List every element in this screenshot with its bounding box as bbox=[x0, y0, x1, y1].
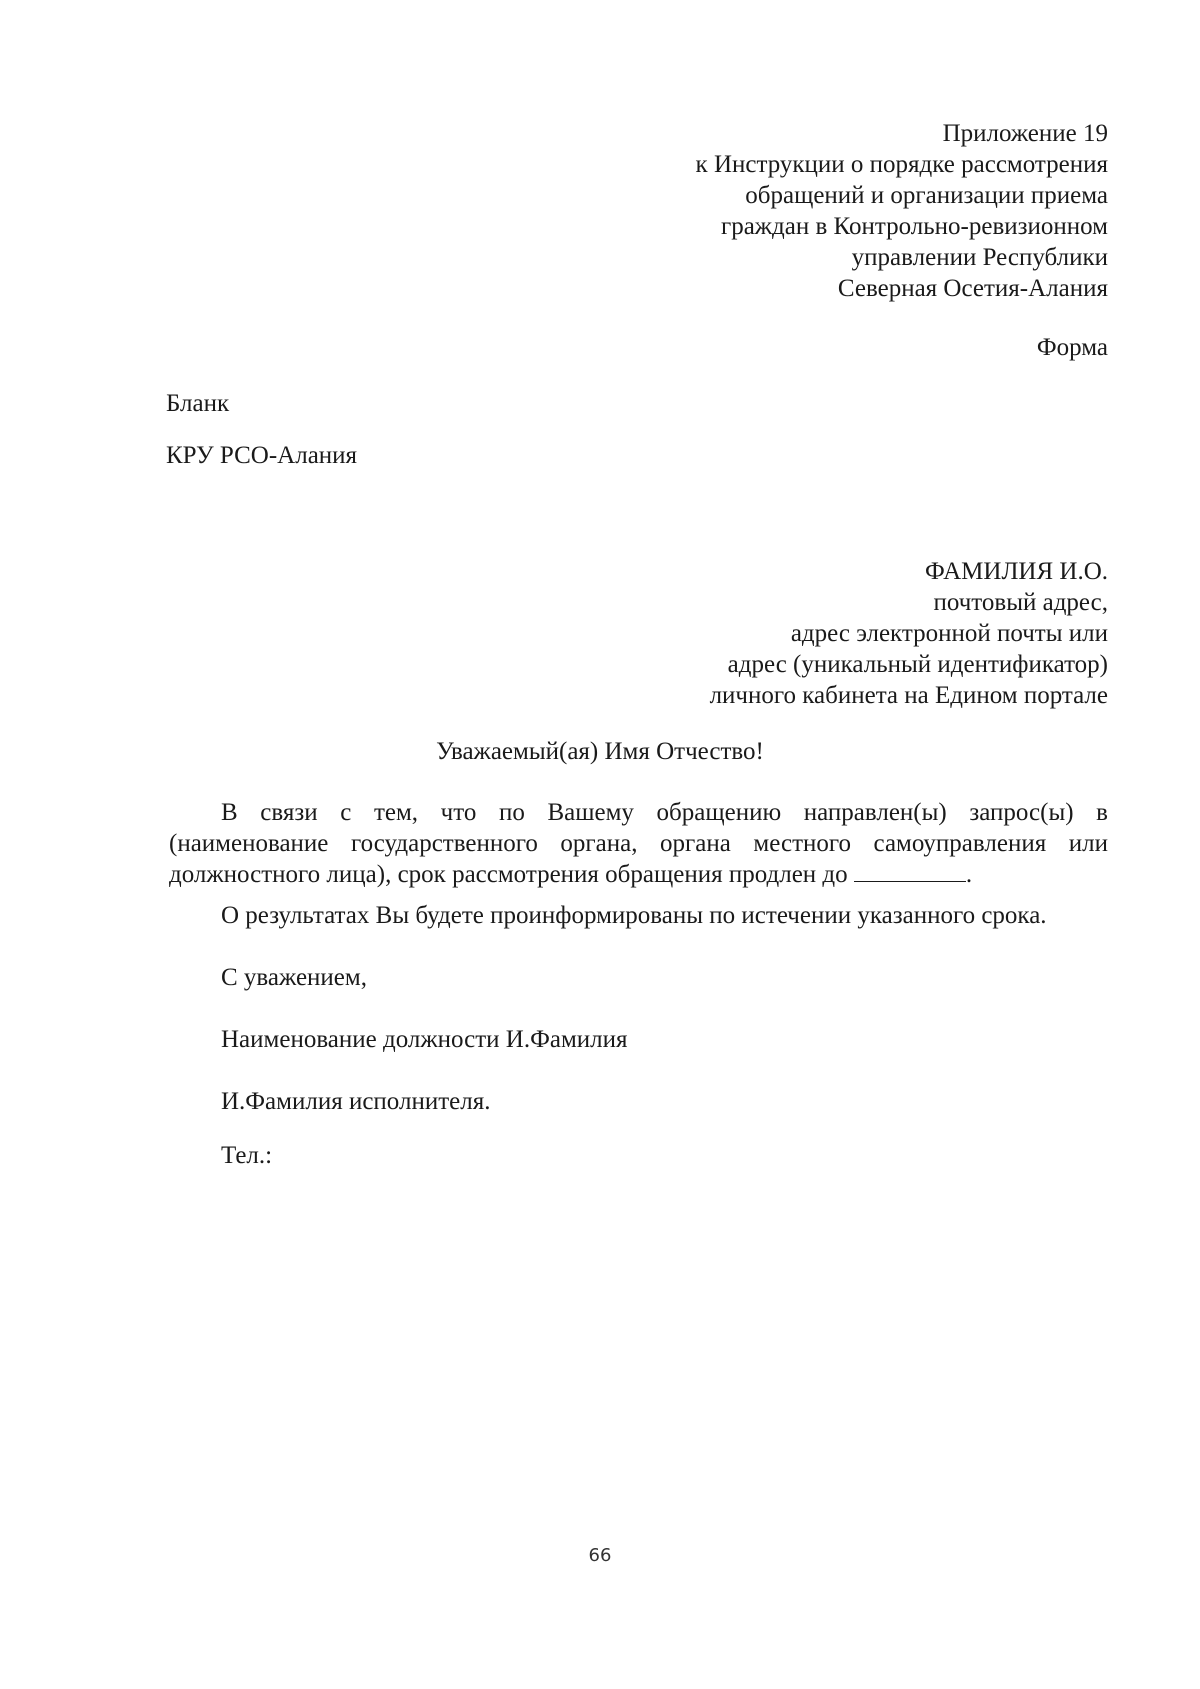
recipient-line: адрес (уникальный идентификатор) bbox=[727, 651, 1108, 678]
recipient-line: адрес электронной почты или bbox=[790, 620, 1108, 647]
greeting: Уважаемый(ая) Имя Отчество! bbox=[436, 738, 764, 765]
body-paragraph bbox=[169, 797, 1108, 890]
recipient-block bbox=[710, 556, 1108, 711]
phone-label: Тел.: bbox=[221, 1142, 273, 1169]
signatory: Наименование должности И.Фамилия bbox=[221, 1026, 628, 1053]
date-blank-field bbox=[854, 859, 966, 882]
appendix-line: управлении Республики bbox=[851, 244, 1108, 271]
appendix-line: Приложение 19 bbox=[942, 120, 1108, 147]
executor: И.Фамилия исполнителя. bbox=[221, 1088, 491, 1115]
closing-regards: С уважением, bbox=[221, 964, 367, 991]
form-label: Форма bbox=[1036, 334, 1108, 361]
body-line: (наименование государственного органа, органа местного самоуправления или bbox=[169, 830, 1108, 857]
body-line: В связи с тем, что по Вашему обращению направлен(ы) запрос(ы) в bbox=[221, 799, 1108, 826]
appendix-line: к Инструкции о порядке рассмотрения bbox=[695, 151, 1108, 178]
appendix-line: обращений и организации приема bbox=[745, 182, 1108, 209]
organization-label: КРУ РСО-Алания bbox=[166, 442, 358, 469]
recipient-line: личного кабинета на Едином портале bbox=[709, 682, 1108, 709]
result-sentence: О результатах Вы будете проинформированы по истечении указанного срока. bbox=[221, 902, 1047, 929]
body-line-text: должностного лица), срок рассмотрения обращения продлен до bbox=[169, 861, 848, 888]
recipient-name: ФАМИЛИЯ И.О. bbox=[924, 558, 1108, 585]
blank-label: Бланк bbox=[166, 390, 230, 417]
page-number: 66 bbox=[588, 1545, 612, 1566]
appendix-line: Северная Осетия-Алания bbox=[837, 275, 1108, 302]
appendix-line: граждан в Контрольно-ревизионном bbox=[720, 213, 1108, 240]
recipient-line: почтовый адрес, bbox=[933, 589, 1108, 616]
body-line-last bbox=[169, 859, 1108, 890]
appendix-header bbox=[696, 118, 1108, 304]
body-line-end: . bbox=[965, 861, 973, 888]
